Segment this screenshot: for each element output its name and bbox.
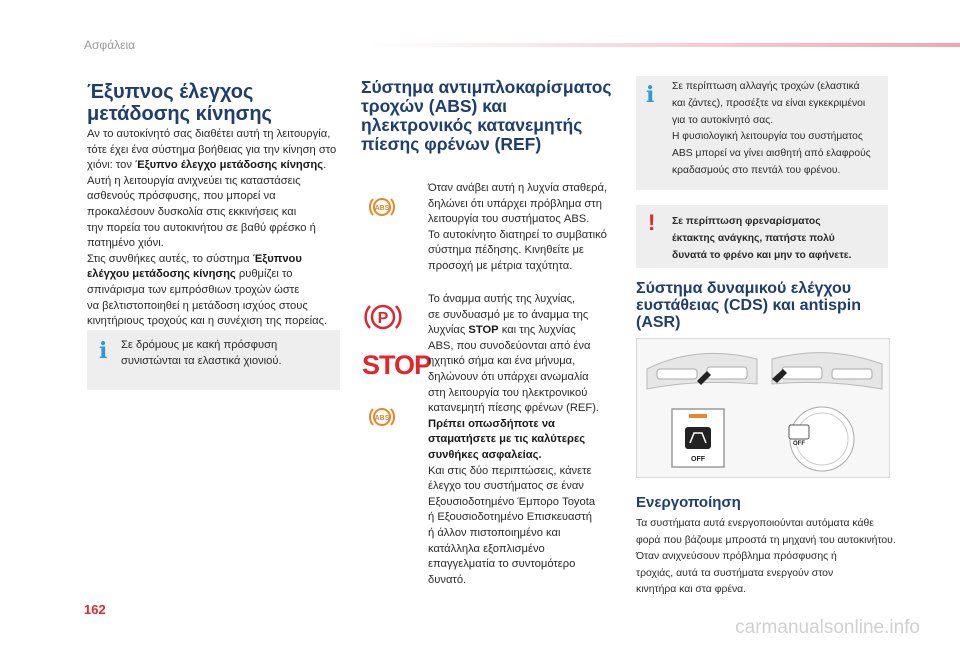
col1-body: Αν το αυτοκίνητό σας διαθέτει αυτή τη λειτουργία, τότε έχει ένα σύστημα βοήθειας για την κίνηση στο χιόνι: τον Έξυπνο έλεγχο μετάδοσης κίνησης. Αυτή η λειτουργία ανιχνεύει τις καταστάσεις ασθενούς πρόσφυσης, που μπορεί να προκαλέσουν δυσκολία στις εκκινήσεις και την πορεία του αυτοκινήτου σε βαθύ φρέσκο ή πατημένο χιόνι. Στις συνθήκες αυτές, το σύστημα Έξυπνου ελέγχου μετάδοσης κίνησης ρυθμίζει το σπινάρισμα των εμπρόσθιων τροχών ώστε να βελτιστοποιηθεί η μετάδοση ισχύος στους κινητήριους τροχούς και η συνέχιση της πορείας. [87,128,337,328]
svg-text:OFF: OFF [691,456,705,463]
col3-title: Σύστημα δυναμικού ελέγχου ευστάθειας (CDS) και antispin (ASR) [636,280,862,331]
col2-title: Σύστημα αντιμπλοκαρίσματος τροχών (ABS) και ηλεκτρονικός κατανεμητής πίεσης φρένων (REF) [361,77,612,154]
exclamation-icon: ! [648,210,656,235]
svg-text:ABS: ABS [374,415,390,422]
page-number: 162 [84,602,106,617]
col3-warning [636,205,888,268]
col3-note [636,76,888,190]
svg-text:OFF: OFF [793,441,805,447]
col3-note-text: Σε περίπτωση αλλαγής τροχών (ελαστικά και ζάντες), προσέξτε να είναι εγκεκριμένοι για το αυτοκίνητό σας. Η φυσιολογική λειτουργία του συστήματος ABS μπορεί να γίνει αισθητή από ελαφρούς κραδασμούς στο πεντάλ του φρένου. [672,81,871,176]
col1-note-text: Σε δρόμους με κακή πρόσφυση συνιστώνται τα ελαστικά χιονιού. [121,339,282,367]
abs-warning-icon-2 [368,405,396,429]
abs-warning-icon [368,195,396,219]
activation-title: Ενεργοποίηση [636,494,741,511]
info-icon: i [646,82,655,108]
watermark: carmanualsonline.info [735,617,920,638]
svg-text:ABS: ABS [374,205,390,212]
header-bar [370,43,960,47]
info-icon: i [99,338,108,364]
stop-warning-icon: STOP [362,350,432,380]
col1-note [87,330,340,390]
col3-body: Τα συστήματα αυτά ενεργοποιούνται αυτόματα κάθε φορά που βάζουμε μπροστά τη μηχανή του αυτοκινήτου. Όταν ανιχνεύσουν πρόβλημα πρόσφυσης ή τροχιάς, αυτά τα συστήματα ενεργούν στον κινητήρα και στα φρένα. [636,518,896,595]
col3-warning-text: Σε περίπτωση φρεναρίσματος έκτακτης ανάγκης, πατήστε πολύ δυνατά το φρένο και μην το αφήνετε. [672,216,852,261]
col1-title: Έξυπνος έλεγχος μετάδοσης κίνησης [87,81,272,125]
dashboard-illustration [636,338,890,478]
section-header: Ασφάλεια [84,38,136,52]
col2-para2: Το άναμμα αυτής της λυχνίας, σε συνδυασμό με το άναμμα της λυχνίας STOP και της λυχνίας ABS, που συνοδεύονται από ένα ηχητικό σήμα και ένα μήνυμα, δηλώνουν ότι υπάρχει ανωμαλία στη λειτουργία του ηλεκτρονικού κατανεμητή πίεσης φρένων (REF). Πρέπει οπωσδήποτε να σταματήσετε με τις καλύτερες συνθήκες ασφαλείας. Και στις δύο περιπτώσεις, κάνετε έλεγχο του συστήματος σε έναν Εξουσιοδοτημένο Έμπορο Toyota ή Εξουσιοδοτημένο Επισκευαστή ή άλλον πιστοποιημένο και κατάλληλα εξοπλισμένο επαγγελματία το συντομότερο δυνατό. [428,293,600,586]
col2-para1: Όταν ανάβει αυτή η λυχνία σταθερά, δηλώνει ότι υπάρχει πρόβλημα στη λειτουργία του συστήματος ABS. Το αυτοκίνητο διατηρεί το συμβατικό σύστημα πέδησης. Κινηθείτε με προσοχή με μέτρια ταχύτητα. [428,182,608,272]
svg-text:P: P [377,310,389,327]
brake-p-warning-icon [363,300,403,334]
